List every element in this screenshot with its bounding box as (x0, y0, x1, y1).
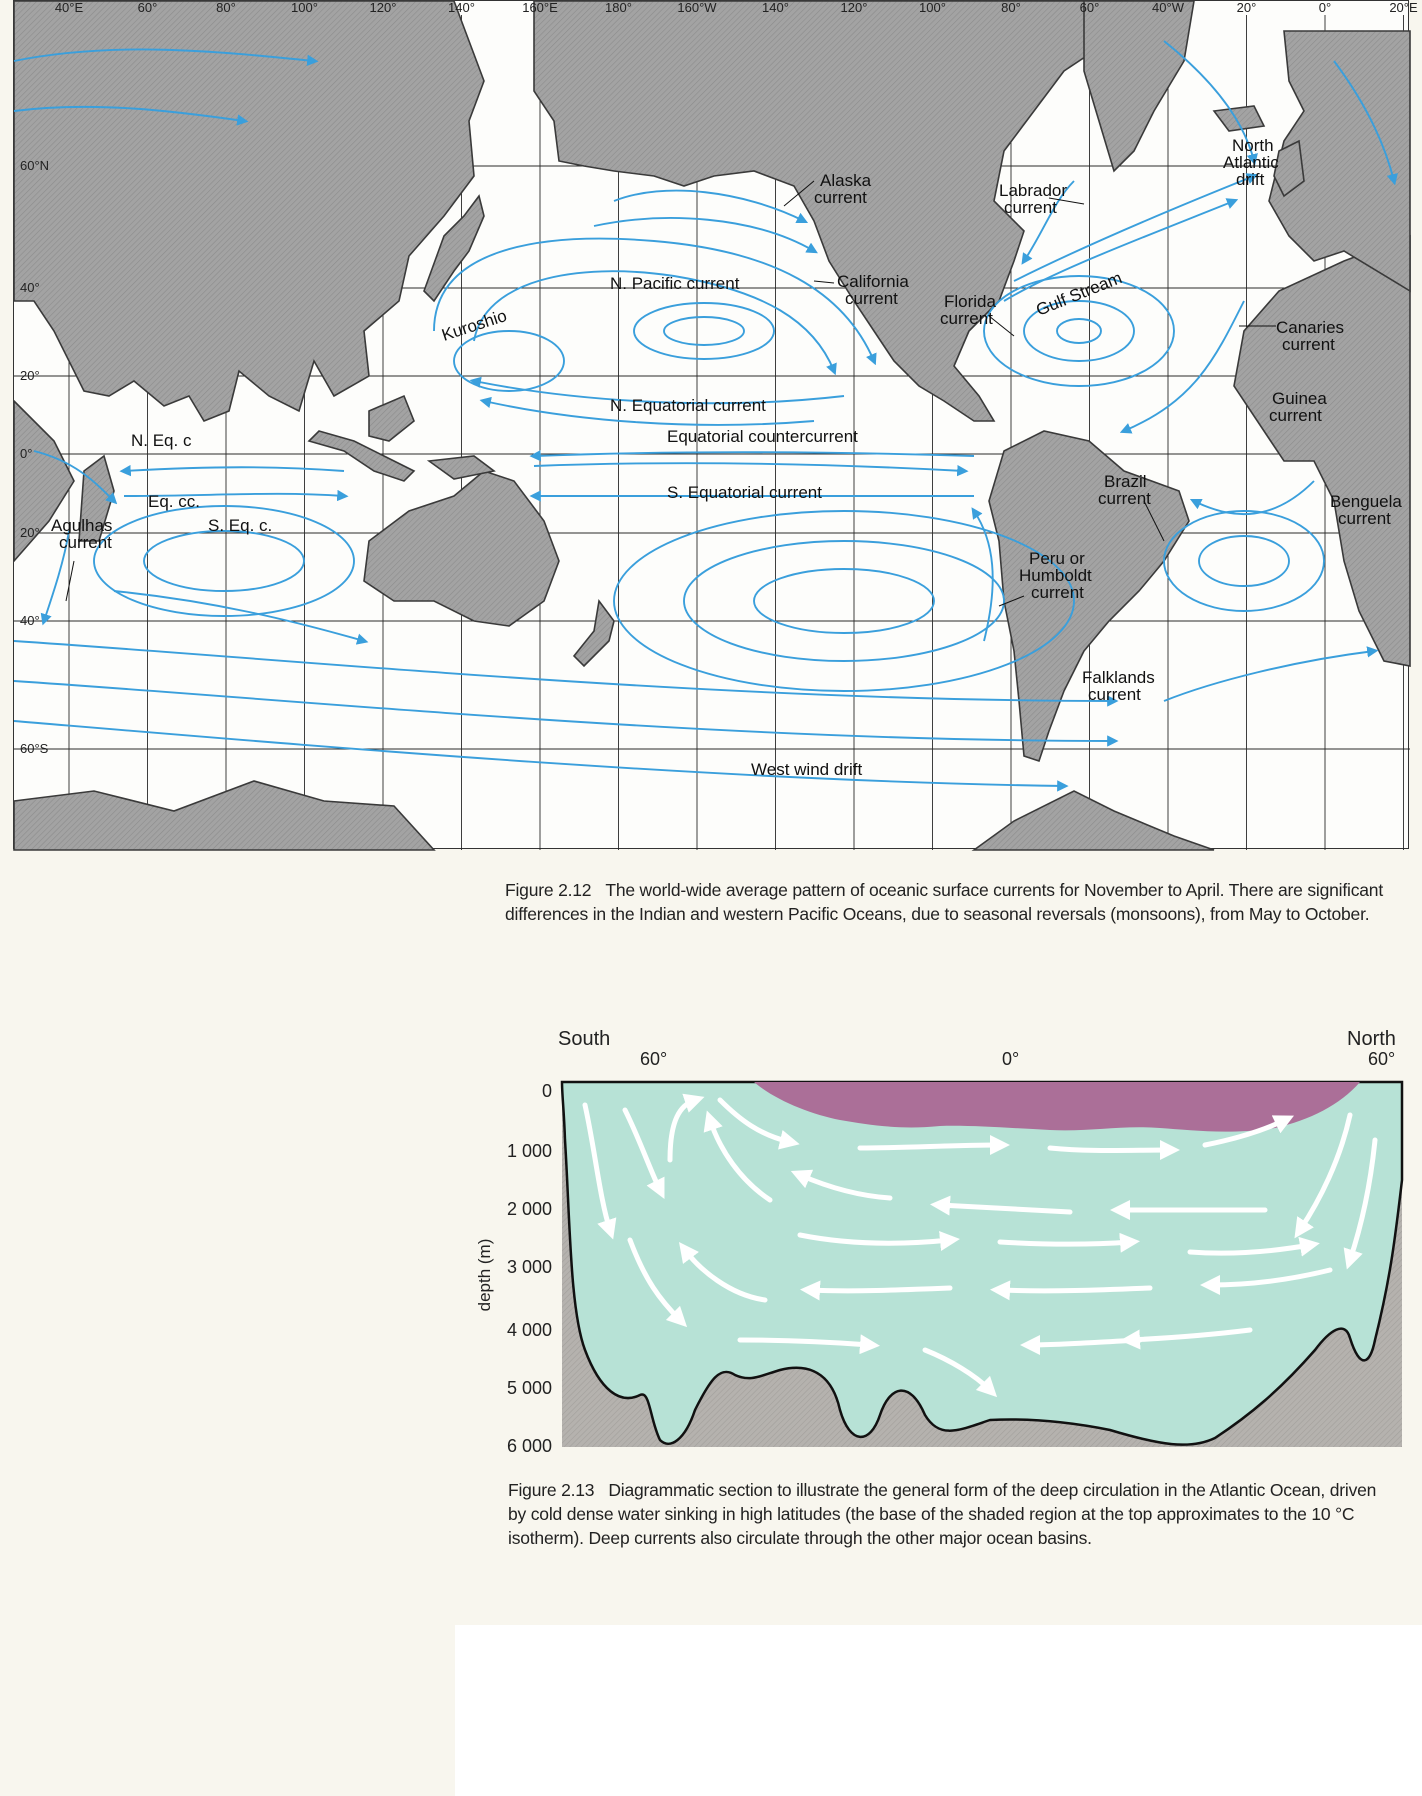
label-labrador: Labrador current (999, 181, 1068, 217)
label-california: California current (837, 272, 909, 308)
longitude-label: 20°E (1389, 0, 1418, 15)
longitude-label: 60° (137, 0, 158, 15)
label-eq-cc: Eq. cc. (148, 492, 200, 511)
depth-axis-label: depth (m) (475, 1238, 494, 1312)
land-antarctica-east (974, 791, 1214, 850)
label-brazil: Brazil current (1098, 472, 1151, 508)
longitude-label: 140° (762, 0, 789, 15)
land-borneo (369, 396, 414, 441)
water-body (562, 1082, 1402, 1445)
label-kuroshio: Kuroshio (439, 305, 510, 345)
latitude-label: 0° (20, 446, 33, 461)
longitude-label: 140° (448, 0, 475, 15)
label-falklands: Falklands current (1082, 668, 1155, 704)
label-north: North (1347, 1028, 1396, 1050)
atlantic-deep-circulation-section (470, 1020, 1410, 1470)
label-benguela: Benguela current (1330, 492, 1402, 528)
figure-2-12-number: Figure 2.12 (505, 880, 592, 900)
map-svg (14, 0, 1418, 850)
land-iceland (1214, 106, 1264, 131)
section-svg (470, 1020, 1410, 1470)
longitude-label: 40°W (1152, 0, 1184, 15)
label-guinea: Guinea current (1269, 389, 1327, 425)
longitude-label: 120° (840, 0, 868, 15)
longitude-label: 20° (1236, 0, 1257, 15)
land-africa (1234, 236, 1410, 666)
longitude-label: 160°W (677, 0, 717, 15)
depth-tick: 3 000 (506, 1257, 552, 1277)
figure-2-13-caption (508, 1478, 1388, 1550)
label-lat-south: 60° (640, 1049, 668, 1069)
latitude-label: 60°N (20, 158, 50, 173)
figure-2-12-text: The world-wide average pattern of oceanic surface currents for November to April. There are significant differences in the Indian and western Pacific Oceans, due to seasonal reversals (monsoons), from May to October. (505, 880, 1383, 924)
label-gulf-stream: Gulf Stream (1033, 268, 1125, 320)
label-n-eq-c: N. Eq. c (131, 431, 192, 450)
depth-tick: 0 (541, 1081, 552, 1101)
depth-ticks (507, 1081, 552, 1456)
longitude-label: 80° (216, 0, 236, 15)
latitude-label: 60°S (20, 741, 49, 756)
longitude-label: 160°E (522, 0, 558, 15)
land-new-zealand (574, 601, 614, 666)
depth-tick: 6 000 (506, 1436, 552, 1456)
land-indonesia (309, 431, 414, 481)
longitude-label: 120° (369, 0, 397, 15)
label-west-wind: West wind drift (751, 760, 863, 779)
label-north-atlantic: North Atlantic drift (1223, 136, 1279, 189)
longitude-label: 60° (1079, 0, 1100, 15)
label-south: South (558, 1028, 611, 1050)
depth-tick: 5 000 (506, 1378, 552, 1398)
label-equatorial-counter: Equatorial countercurrent (667, 427, 858, 446)
depth-tick: 4 000 (506, 1320, 552, 1340)
depth-tick: 2 000 (506, 1199, 552, 1219)
label-agulhas: Agulhas current (51, 516, 113, 552)
longitude-label: 100° (919, 0, 946, 15)
figure-2-13-text: Diagrammatic section to illustrate the general form of the deep circulation in the Atlantic Ocean, driven by cold dense water sinking in high latitudes (the base of the shaded region at the top approximates to the 10 °C isotherm). Deep currents also circulate through the other major ocean basins. (508, 1480, 1377, 1548)
figure-2-12-caption (505, 878, 1385, 926)
land-australia (364, 471, 559, 626)
figure-2-13-number: Figure 2.13 (508, 1480, 595, 1500)
label-canaries: Canaries current (1276, 318, 1345, 354)
latitude-label: 20° (20, 368, 40, 383)
label-alaska: Alaska current (814, 171, 872, 207)
land-eurasia (14, 1, 484, 421)
latitude-label: 40° (20, 613, 40, 628)
land-south-america (989, 431, 1189, 761)
label-lat-equator: 0° (1002, 1049, 1020, 1069)
blank-page-area (455, 1625, 1422, 1796)
ocean-currents-map (13, 0, 1418, 849)
label-n-equatorial: N. Equatorial current (610, 396, 766, 415)
longitude-label: 80° (1001, 0, 1021, 15)
longitude-label: 40°E (54, 0, 84, 15)
label-n-pacific: N. Pacific current (610, 274, 740, 293)
label-s-eq-c: S. Eq. c. (208, 516, 273, 535)
latitude-label: 40° (20, 280, 40, 295)
longitude-label: 100° (291, 0, 318, 15)
land-antarctica-west (14, 781, 434, 850)
label-s-equatorial: S. Equatorial current (667, 483, 822, 502)
depth-tick: 1 000 (506, 1141, 552, 1161)
longitude-label: 180° (605, 0, 632, 15)
land-greenland (1084, 1, 1194, 171)
label-lat-north: 60° (1368, 1049, 1396, 1069)
latitude-label: 20° (20, 525, 40, 540)
label-florida: Florida current (940, 292, 996, 328)
label-peru: Peru or Humboldt current (1019, 549, 1092, 602)
longitude-label: 0° (1318, 0, 1332, 15)
